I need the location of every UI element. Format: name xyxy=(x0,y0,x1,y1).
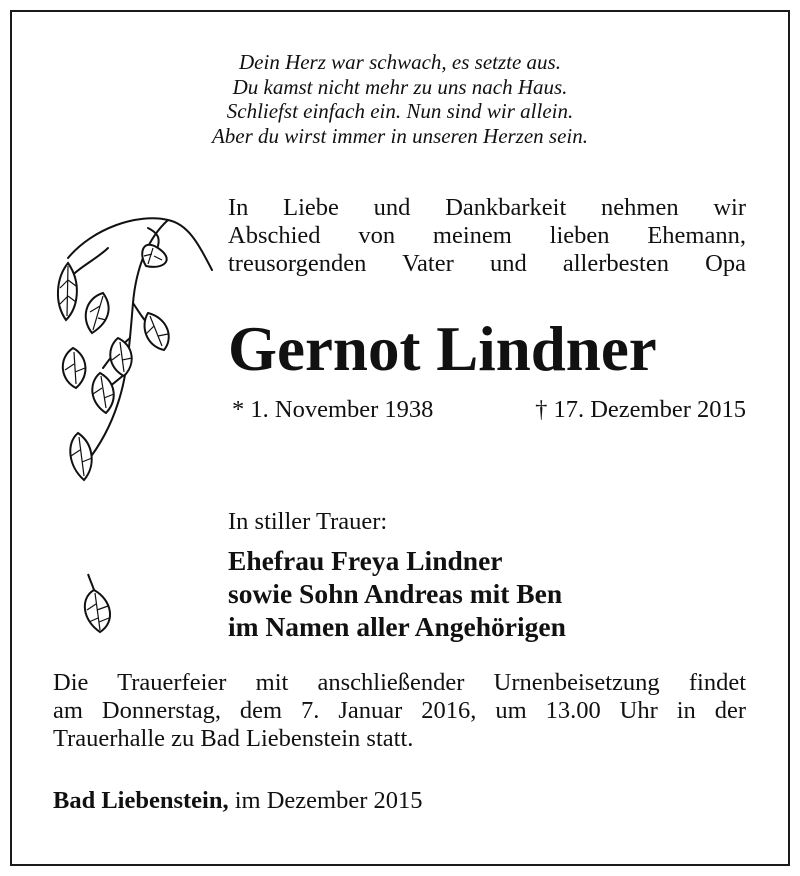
life-dates xyxy=(232,395,746,425)
funeral-line: am Donnerstag, dem 7. Januar 2016, um 13.00 Uhr in der xyxy=(53,697,746,724)
poem-line: Du kamst nicht mehr zu uns nach Haus. xyxy=(232,74,568,99)
birch-branch-illustration xyxy=(48,208,216,488)
birth-date: * 1. November 1938 xyxy=(232,396,434,423)
death-date: † 17. Dezember 2015 xyxy=(535,396,746,423)
leaf-illustration xyxy=(78,570,120,640)
intro-line: Abschied von meinem lieben Ehemann, xyxy=(228,222,746,249)
funeral-info xyxy=(53,669,746,753)
poem-line: Aber du wirst immer in unseren Herzen sein. xyxy=(211,123,589,148)
mourners xyxy=(228,544,566,643)
poem-line: Dein Herz war schwach, es setzte aus. xyxy=(239,50,561,74)
funeral-line: Die Trauerfeier mit anschließender Urnenbeisetzung findet xyxy=(53,669,746,696)
mourner-line: sowie Sohn Andreas mit Ben xyxy=(228,578,563,609)
place-date xyxy=(53,787,423,815)
mourner-line: Ehefrau Freya Lindner xyxy=(228,545,503,576)
poem xyxy=(0,50,800,148)
intro-line: treusorgenden Vater und allerbesten Opa xyxy=(228,250,746,277)
mourner-line: im Namen aller Angehörigen xyxy=(228,611,566,642)
intro-text xyxy=(228,194,746,278)
place: Bad Liebenstein, xyxy=(53,787,229,814)
closing-date: im Dezember 2015 xyxy=(228,787,423,814)
poem-line: Schliefst einfach ein. Nun sind wir allein. xyxy=(226,99,574,123)
deceased-name: Gernot Lindner xyxy=(228,314,657,384)
intro-line: In Liebe und Dankbarkeit nehmen wir xyxy=(228,194,746,221)
mourning-label: In stiller Trauer: xyxy=(228,508,388,535)
funeral-line: Trauerhalle zu Bad Liebenstein statt. xyxy=(53,725,414,752)
